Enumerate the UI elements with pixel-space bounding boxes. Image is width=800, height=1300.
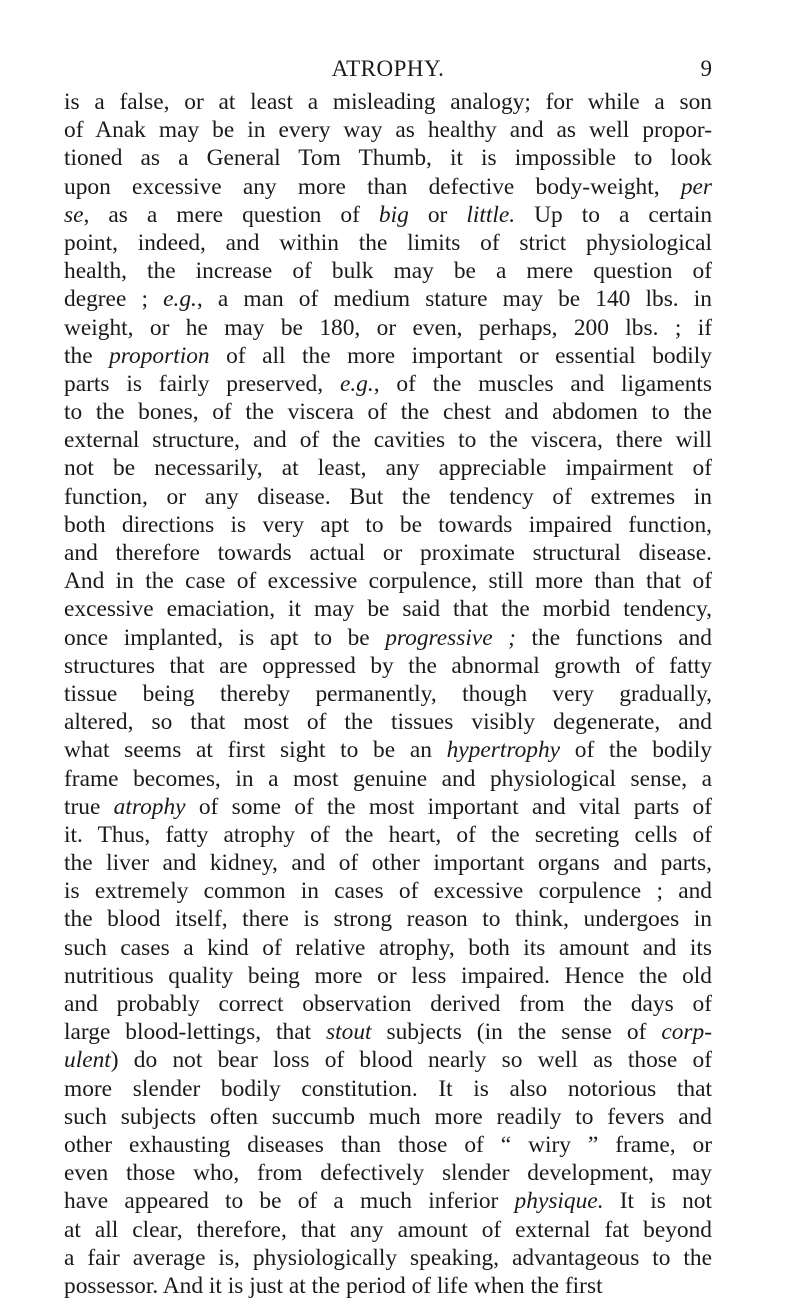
text-run: not be necessarily, at least, any appreciable impairment of [64,455,712,482]
text-run: , as a mere question of [83,201,379,228]
text-run: the liver and kidney, and of other important organs and parts, [64,850,712,877]
italic-text: e.g. [339,370,374,397]
text-line [64,1159,712,1187]
text-run: possessor. And it is just at the period of life when the first [64,1272,603,1299]
text-line [64,201,712,229]
text-run: large blood-lettings, that [64,1019,327,1046]
text-run: what seems at first sight to be an [64,737,447,764]
text-line [64,1046,712,1074]
text-line [64,229,712,257]
text-run: structures that are oppressed by the abnormal growth of fatty [64,652,712,679]
text-run: health, the increase of bulk may be a mere question of [64,258,712,285]
text-run: other exhausting diseases than those of “ wiry ” frame, or [64,1131,712,1158]
text-line [64,370,712,398]
text-line [64,849,712,877]
text-line [64,793,712,821]
running-head [64,54,712,84]
text-run: Up to a certain [515,201,713,228]
text-run: or [408,201,467,228]
text-run: the functions and [515,624,712,651]
italic-text: stout [326,1019,372,1046]
text-line [64,144,712,172]
text-run: is a false, or at least a misleading analogy; for while a son [64,89,712,115]
text-run: more slender bodily constitution. It is also notorious that [64,1075,712,1102]
body-text [64,88,712,1300]
italic-text: atrophy [113,793,186,820]
text-line [64,1187,712,1215]
italic-text: progressive ; [385,624,516,651]
text-line [64,483,712,511]
text-line [64,1131,712,1159]
text-line [64,680,712,708]
text-line [64,821,712,849]
text-run: subjects (in the sense of [371,1019,662,1046]
running-title: ATROPHY. [331,56,445,81]
text-line [64,88,712,116]
text-line [64,314,712,342]
text-run: point, indeed, and within the limits of strict physiological [64,229,712,256]
text-run: , a man of medium stature may be 140 lbs. in [196,286,712,313]
text-line [64,962,712,990]
text-run: of all the more important or essential bodily [209,342,712,369]
text-run: And in the case of excessive corpulence, still more than that of [64,568,712,595]
text-run: upon excessive any more than defective body-weight, [64,173,681,200]
text-run: the blood itself, there is strong reason to think, undergoes in [64,906,712,933]
text-run: true [64,793,114,820]
text-run: function, or any disease. But the tendency of extremes in [64,483,712,510]
text-run: and probably correct observation derived from the days of [64,991,712,1017]
text-run: is extremely common in cases of excessive corpulence ; and [64,878,712,905]
text-line [64,1272,712,1300]
italic-text: little. [466,201,516,228]
text-run: nutritious quality being more or less impaired. Hence the old [64,962,712,989]
italic-text: per [680,173,712,200]
italic-text: physique. [514,1188,604,1215]
page-number: 9 [700,56,712,81]
text-run: such subjects often succumb much more readily to fevers and [64,1103,712,1130]
text-line [64,257,712,285]
italic-text: e.g. [163,286,197,313]
text-run: tissue being thereby permanently, though very gradually, [64,680,712,707]
text-run: of Anak may be in every way as healthy and as well propor- [64,117,712,144]
text-run: It is not [603,1188,712,1215]
text-line [64,1244,712,1272]
text-run: degree ; [64,286,164,313]
text-line [64,285,712,313]
text-line [64,539,712,567]
text-run: excessive emaciation, it may be said that the morbid tendency, [64,596,712,623]
text-line [64,1216,712,1244]
text-run: of the bodily [560,737,713,764]
text-run: external structure, and of the cavities to the viscera, there will [64,427,712,454]
text-run: weight, or he may be 180, or even, perhaps, 200 lbs. ; if [64,314,712,341]
text-line [64,567,712,595]
italic-text: big [378,201,409,228]
text-run: and therefore towards actual or proximate structural disease. [64,540,712,566]
text-run: ) do not bear loss of blood nearly so well as those of [110,1047,712,1074]
italic-text: se [64,201,84,228]
text-line [64,398,712,426]
text-run: of some of the most important and vital parts of [185,793,712,820]
text-line [64,990,712,1018]
text-run: even those who, from defectively slender development, may [64,1160,712,1187]
text-line [64,454,712,482]
text-line [64,116,712,144]
text-run: tioned as a General Tom Thumb, it is impossible to look [64,145,712,172]
text-run: frame becomes, in a most genuine and physiological sense, a [64,765,712,792]
text-run: once implanted, is apt to be [64,624,386,651]
text-run: , of the muscles and ligaments [373,370,713,397]
text-line [64,736,712,764]
italic-text: ulent [64,1047,111,1074]
text-line [64,765,712,793]
text-run: such cases a kind of relative atrophy, both its amount and its [64,934,712,961]
text-run: both directions is very apt to be towards impaired function, [64,511,712,538]
text-run: altered, so that most of the tissues visibly degenerate, and [64,709,712,736]
italic-text: corp- [661,1019,712,1046]
text-run: at all clear, therefore, that any amount of external fat beyond [64,1216,712,1243]
text-run: it. Thus, fatty atrophy of the heart, of the secreting cells of [64,821,712,848]
text-line [64,1075,712,1103]
text-line [64,1103,712,1131]
text-line [64,624,712,652]
text-line [64,342,712,370]
text-line [64,426,712,454]
text-run: parts is fairly preserved, [64,370,340,397]
text-run: have appeared to be of a much inferior [64,1188,515,1215]
text-run: to the bones, of the viscera of the chest and abdomen to the [64,399,712,426]
text-line [64,511,712,539]
text-line [64,905,712,933]
text-line [64,708,712,736]
text-line [64,595,712,623]
text-line [64,652,712,680]
text-run: the [64,342,110,369]
text-line [64,173,712,201]
text-line [64,934,712,962]
text-run: a fair average is, physiologically speaking, advantageous to the [64,1244,712,1271]
text-line [64,1018,712,1046]
italic-text: hypertrophy [446,737,561,764]
italic-text: proportion [109,342,210,369]
text-line [64,877,712,905]
